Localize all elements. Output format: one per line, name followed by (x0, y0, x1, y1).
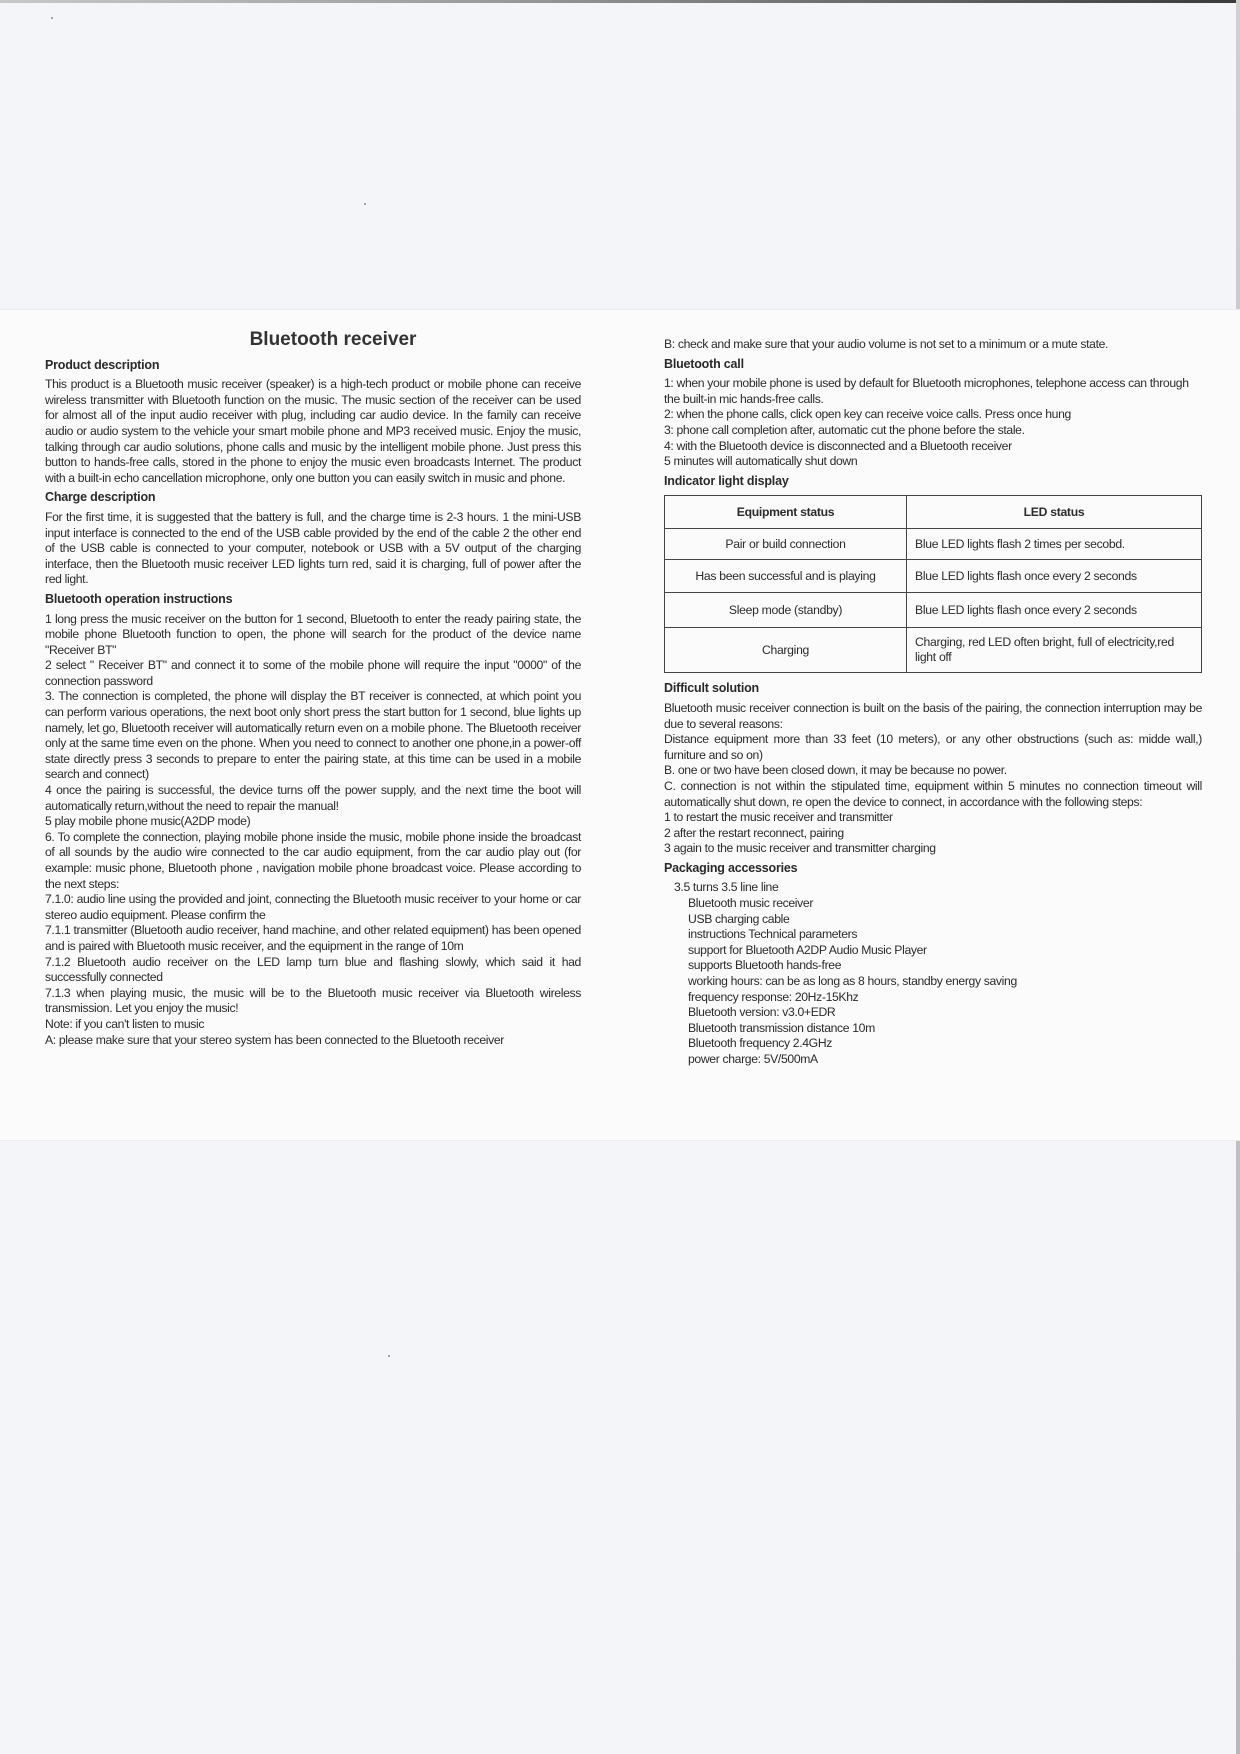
document-sheet (0, 310, 1240, 1140)
paragraph: 7.1.3 when playing music, the music will be to the Bluetooth music receiver via Bluetooth wireless transmission. Let you enjoy the music! (45, 985, 581, 1016)
table-row (665, 628, 1202, 673)
list-item: Bluetooth version: v3.0+EDR (688, 1005, 836, 1020)
section-heading: Bluetooth operation instructions (45, 591, 233, 606)
paragraph: 2 select " Receiver BT" and connect it to some of the mobile phone will require the input "0000" of the connection password (45, 658, 581, 688)
list-item: supports Bluetooth hands-free (688, 958, 842, 973)
left-column (45, 310, 581, 1052)
list-item: instructions Technical parameters (688, 927, 858, 942)
right-column (664, 337, 1202, 1072)
accessory-list (674, 880, 1202, 1067)
table-cell: Charging, red LED often bright, full of electricity,red light off (907, 628, 1202, 673)
column-header: LED status (907, 496, 1202, 529)
list-item: Bluetooth transmission distance 10m (688, 1020, 875, 1035)
section-heading: Product description (45, 357, 160, 372)
paragraph: B. one or two have been closed down, it may be because no power. (664, 763, 1007, 778)
column-header: Equipment status (665, 496, 907, 529)
product-description-section (45, 358, 581, 487)
section-heading: Charge description (45, 490, 156, 505)
table-header-row (665, 496, 1202, 529)
scan-speck (51, 17, 53, 19)
paragraph: A: please make sure that your stereo system has been connected to the Bluetooth receiver (45, 1032, 505, 1047)
paragraph: 6. To complete the connection, playing mobile phone inside the music, mobile phone inside the broadcast of all sounds by the audio wire connected to the car audio equipment, from the car audio play out (for example: music phone, Bluetooth phone , navigation mobile phone broadcast voice. Please according to the next steps: (45, 829, 581, 891)
paragraph: 3: phone call completion after, automatic cut the phone before the stale. (664, 422, 1025, 437)
packaging-accessories-section (664, 861, 1202, 1068)
paragraph: 5 play mobile phone music(A2DP mode) (45, 814, 251, 829)
paragraph: This product is a Bluetooth music receiver (speaker) is a high-tech product or mobile phone can receive wireless transmitter with Bluetooth function on the music. The music section of the receiver can be used for almost all of the input audio receiver with plug, including car audio device. In the family can receive audio or audio system to the vehicle your smart mobile phone and MP3 received music. Enjoy the music, talking through car audio solutions, phone calls and music by the intelligent mobile phone. Just press this button to hands-free calls, stored in the phone to enjoy the music even broadcasts Internet. The product with a built-in echo cancellation microphone, only one button you can easily switch in music and phone. (45, 377, 581, 485)
paragraph: 3 again to the music receiver and transmitter charging (664, 841, 936, 856)
paragraph: 1 long press the music receiver on the button for 1 second, Bluetooth to enter the ready pairing state, the mobile phone Bluetooth function to open, the phone will search for the product of the device name "Receiver BT" (45, 611, 581, 657)
scan-speck (388, 1355, 390, 1357)
paragraph: Note: if you can't listen to music (45, 1016, 205, 1031)
paragraph: 5 minutes will automatically shut down (664, 454, 858, 469)
paragraph: 7.1.1 transmitter (Bluetooth audio receiver, hand machine, and other related equipment) has been opened and is paired with Bluetooth music receiver, and the equipment in the range of 10m (45, 923, 581, 953)
table-cell: Sleep mode (standby) (665, 593, 907, 628)
list-item: support for Bluetooth A2DP Audio Music Player (688, 942, 927, 957)
bluetooth-call-section (664, 357, 1202, 470)
indicator-light-table (664, 495, 1202, 673)
table-cell: Pair or build connection (665, 529, 907, 560)
paragraph: 1 to restart the music receiver and transmitter (664, 810, 893, 825)
document-title: Bluetooth receiver (249, 329, 417, 350)
list-item: working hours: can be as long as 8 hours, standby energy saving (688, 974, 1017, 989)
paragraph: 3. The connection is completed, the phone will display the BT receiver is connected, at which point you can perform various operations, the next boot only short press the start button for 1 second, blue lights up namely, let go, Bluetooth receiver will automatically return even on a mobile phone. The Bluetooth receiver only at the same time even on the phone. When you need to connect to another one phone,in a power-off state directly press 3 seconds to prepare to enter the pairing state, at this time can be used in a mobile search and connect) (45, 689, 581, 782)
table-cell: Charging (665, 628, 907, 673)
indicator-light-section (664, 474, 1202, 674)
paragraph: For the first time, it is suggested that the battery is full, and the charge time is 2-3 hours. 1 the mini-USB input interface is connected to the end of the USB cable provided by the end of the cable 2 the other end of the USB cable is connected to your computer, notebook or USB with a 5V output of the charging interface, then the Bluetooth music receiver LED lights turn red, said it is charging, full of power after the red light. (45, 509, 581, 587)
paragraph: 1: when your mobile phone is used by default for Bluetooth microphones, telephone access can through the built-in mic hands-free calls. (664, 376, 1189, 406)
table-cell: Blue LED lights flash once every 2 seconds (907, 593, 1202, 628)
section-heading: Bluetooth call (664, 356, 744, 371)
paragraph: 7.1.2 Bluetooth audio receiver on the LED lamp turn blue and flashing slowly, which said it had successfully connected (45, 954, 581, 985)
list-item: 3.5 turns 3.5 line line (674, 880, 779, 895)
paragraph: 2: when the phone calls, click open key can receive voice calls. Press once hung (664, 407, 1071, 422)
table-row (665, 560, 1202, 593)
section-heading: Packaging accessories (664, 860, 798, 875)
paragraph: 4: with the Bluetooth device is disconnected and a Bluetooth receiver (664, 438, 1012, 453)
volume-check-section (664, 337, 1202, 353)
table-cell: Blue LED lights flash 2 times per secobd. (907, 529, 1202, 560)
table-cell: Has been successful and is playing (665, 560, 907, 593)
paragraph: B: check and make sure that your audio volume is not set to a minimum or a mute state. (664, 337, 1109, 351)
paragraph: Distance equipment more than 33 feet (10 meters), or any other obstructions (such as: midde wall,) furniture and so on) (664, 732, 1202, 762)
paragraph: Bluetooth music receiver connection is built on the basis of the pairing, the connection interruption may be due to several reasons: (664, 700, 1202, 731)
list-item: frequency response: 20Hz-15Khz (688, 989, 859, 1004)
paragraph: 2 after the restart reconnect, pairing (664, 825, 844, 840)
paragraph: 4 once the pairing is successful, the device turns off the power supply, and the next time the boot will automatically return,without the need to repair the manual! (45, 783, 581, 813)
scan-top-edge (0, 0, 1240, 3)
list-item: Bluetooth music receiver (688, 896, 814, 911)
paragraph: 7.1.0: audio line using the provided and joint, connecting the Bluetooth music receiver to your home or car stereo audio equipment. Please confirm the (45, 892, 581, 922)
list-item: power charge: 5V/500mA (688, 1052, 818, 1066)
operation-instructions-section (45, 592, 581, 1048)
table-row (665, 529, 1202, 560)
list-item: Bluetooth frequency 2.4GHz (688, 1036, 833, 1051)
charge-description-section (45, 490, 581, 588)
section-heading: Indicator light display (664, 473, 789, 488)
table-cell: Blue LED lights flash once every 2 seconds (907, 560, 1202, 593)
paragraph: C. connection is not within the stipulated time, equipment within 5 minutes no connection timeout will automatically shut down, re open the device to connect, in accordance with the following steps: (664, 778, 1202, 809)
scan-speck (364, 203, 366, 205)
section-heading: Difficult solution (664, 681, 759, 696)
difficult-solution-section (664, 681, 1202, 857)
table-row (665, 593, 1202, 628)
list-item: USB charging cable (688, 911, 790, 926)
